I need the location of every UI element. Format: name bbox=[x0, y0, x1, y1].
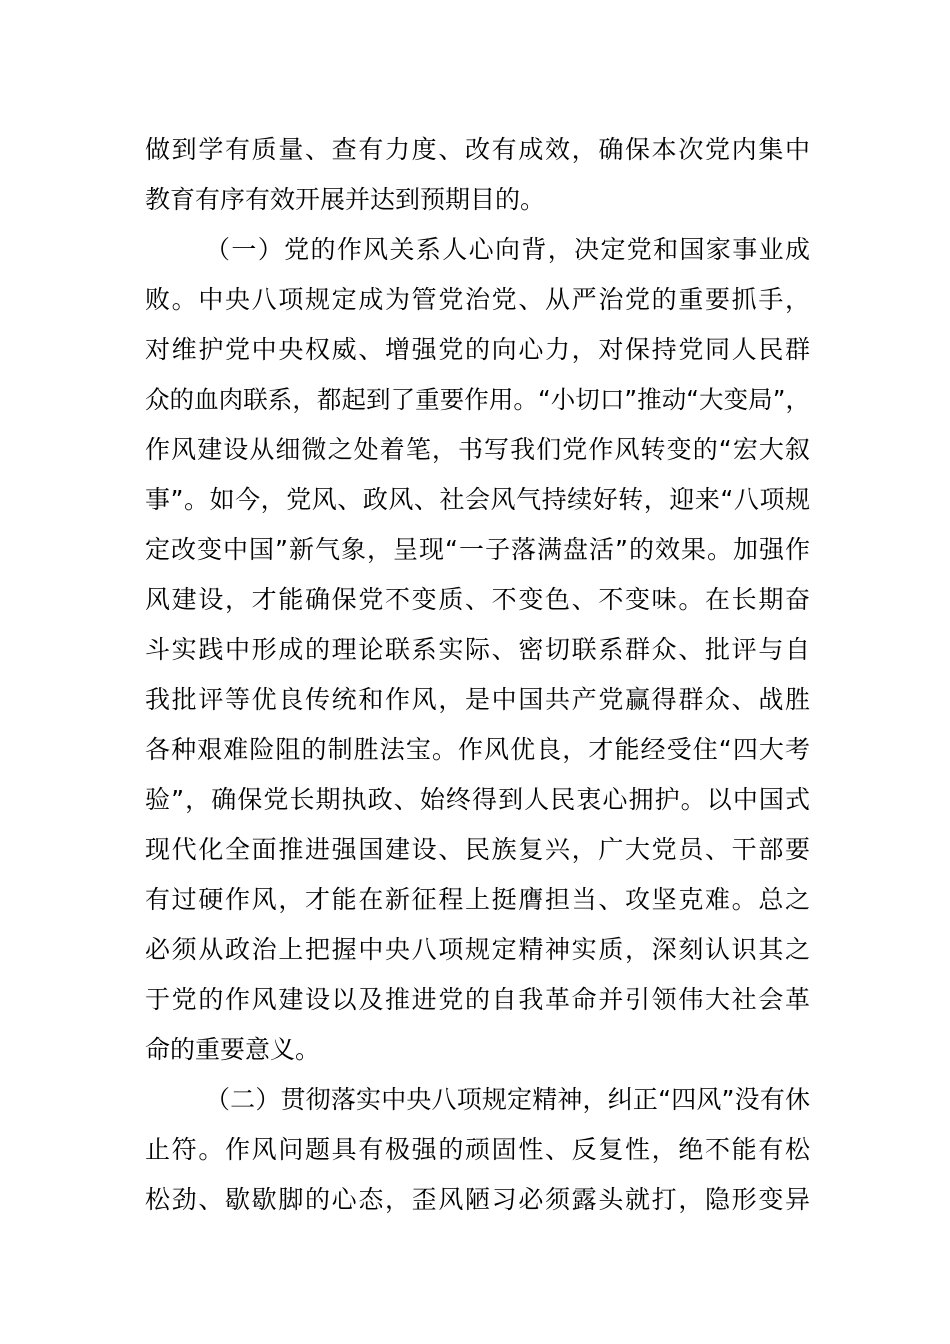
paragraph-section-one bbox=[145, 225, 810, 1075]
text-line: 于党的作风建设以及推进党的自我革命并引领伟大社会革 bbox=[145, 985, 810, 1014]
text-line: 必须从政治上把握中央八项规定精神实质，深刻认识其之 bbox=[145, 935, 810, 964]
text-line: 命的重要意义。 bbox=[145, 1035, 321, 1064]
text-line: 斗实践中形成的理论联系实际、密切联系群众、批评与自 bbox=[145, 635, 810, 664]
text-line: 教育有序有效开展并达到预期目的。 bbox=[145, 185, 546, 214]
paragraph-intro-continued bbox=[145, 125, 810, 225]
paragraph-section-two bbox=[145, 1075, 810, 1225]
text-line: 验”，确保党长期执政、始终得到人民衷心拥护。以中国式 bbox=[145, 785, 810, 814]
text-line: 有过硬作风，才能在新征程上挺膺担当、攻坚克难。总之 bbox=[145, 885, 810, 914]
text-line: 止符。作风问题具有极强的顽固性、反复性，绝不能有松 bbox=[145, 1135, 810, 1164]
text-line: 对维护党中央权威、增强党的向心力，对保持党同人民群 bbox=[145, 335, 810, 364]
text-line: 做到学有质量、查有力度、改有成效，确保本次党内集中 bbox=[145, 135, 810, 164]
text-line: 事”。如今，党风、政风、社会风气持续好转，迎来“八项规 bbox=[145, 485, 810, 514]
text-line: 现代化全面推进强国建设、民族复兴，广大党员、干部要 bbox=[145, 835, 810, 864]
text-line: 松劲、歇歇脚的心态，歪风陋习必须露头就打，隐形变异 bbox=[145, 1185, 810, 1214]
text-line: （一）党的作风关系人心向背，决定党和国家事业成 bbox=[205, 235, 810, 264]
text-line: 风建设，才能确保党不变质、不变色、不变味。在长期奋 bbox=[145, 585, 810, 614]
text-line: 作风建设从细微之处着笔，书写我们党作风转变的“宏大叙 bbox=[145, 435, 810, 464]
text-line: （二）贯彻落实中央八项规定精神，纠正“四风”没有休 bbox=[205, 1085, 810, 1114]
text-line: 众的血肉联系，都起到了重要作用。“小切口”推动“大变局”， bbox=[145, 385, 810, 414]
text-line: 我批评等优良传统和作风，是中国共产党赢得群众、战胜 bbox=[145, 685, 810, 714]
text-line: 败。中央八项规定成为管党治党、从严治党的重要抓手， bbox=[145, 285, 810, 314]
text-line: 定改变中国”新气象，呈现“一子落满盘活”的效果。加强作 bbox=[145, 535, 810, 564]
body-text bbox=[145, 125, 810, 1225]
text-line: 各种艰难险阻的制胜法宝。作风优良，才能经受住“四大考 bbox=[145, 735, 810, 764]
